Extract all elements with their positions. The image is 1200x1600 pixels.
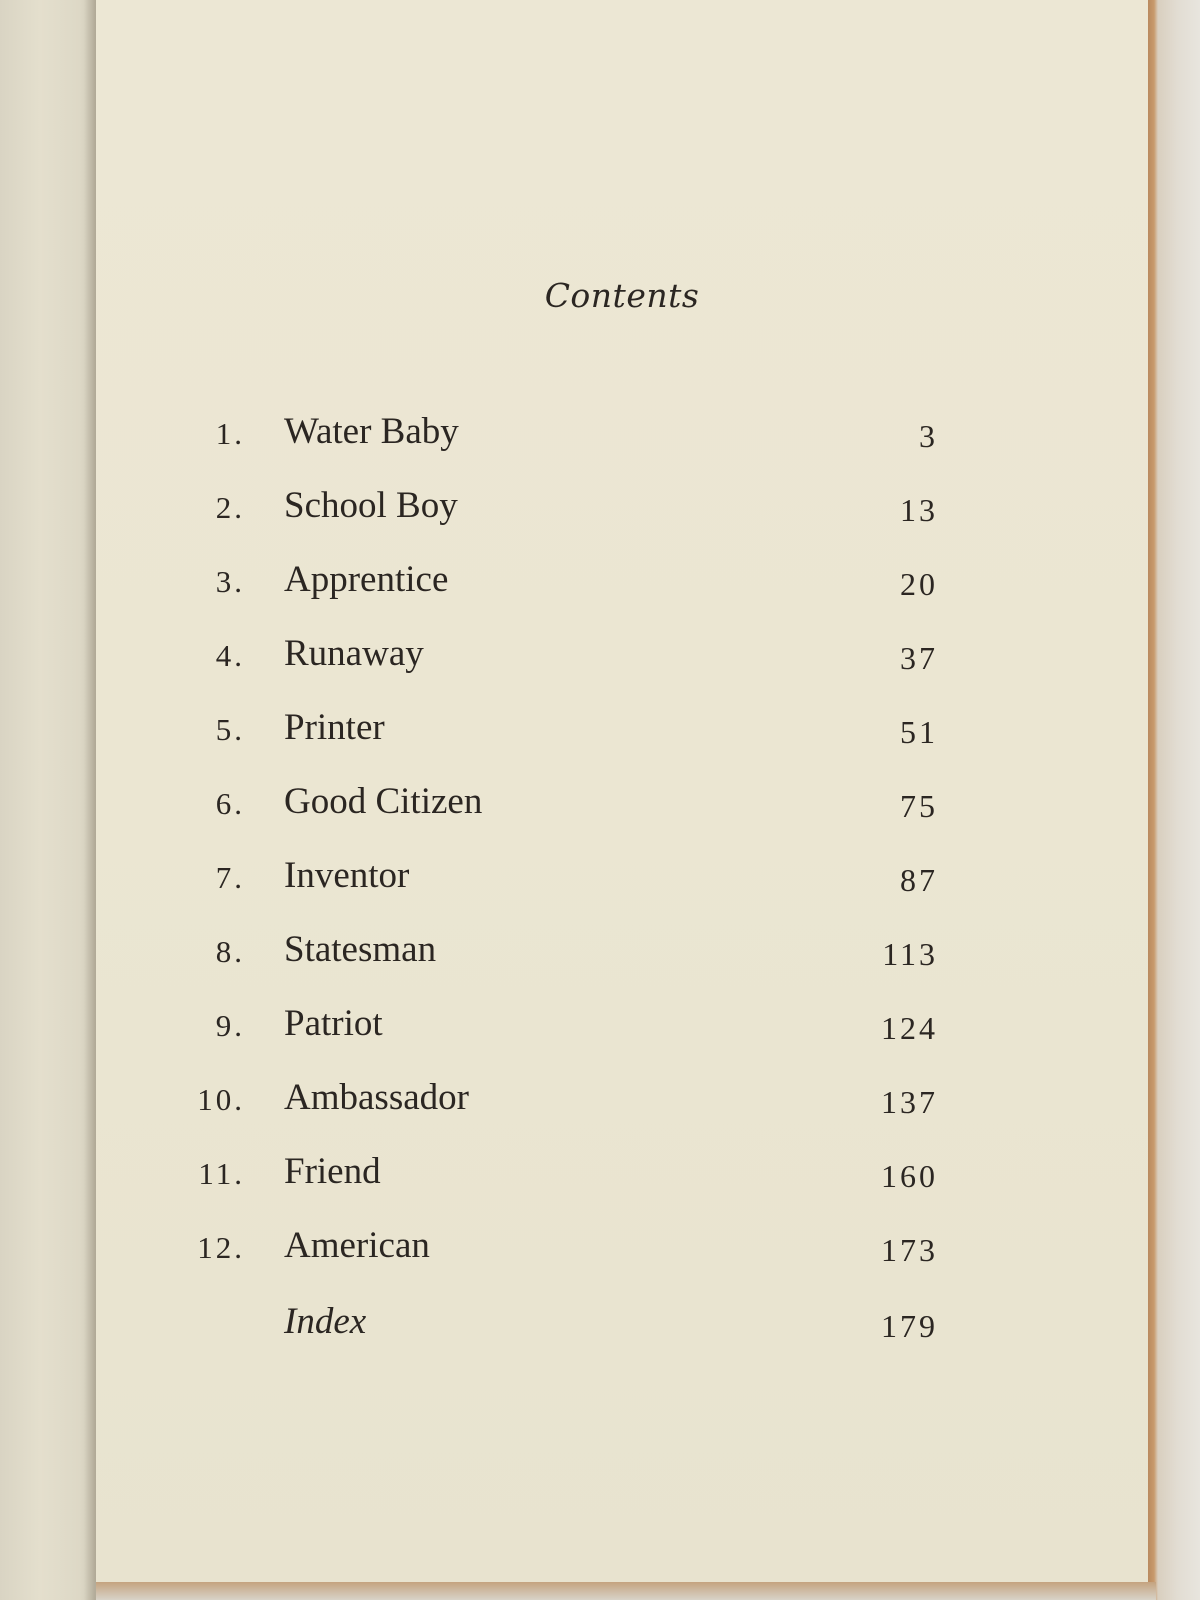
- chapter-page: 37: [900, 640, 938, 676]
- chapter-page: 75: [900, 788, 938, 824]
- chapter-page: 124: [881, 1010, 938, 1046]
- chapter-number: 1.: [215, 416, 245, 451]
- chapter-title: Good Citizen: [284, 781, 483, 822]
- chapter-page: 113: [882, 936, 938, 972]
- chapter-number: 5.: [215, 712, 245, 747]
- chapter-title: Water Baby: [284, 411, 459, 452]
- toc-entry-10: [0, 1076, 1200, 1136]
- chapter-title: School Boy: [284, 485, 458, 526]
- chapter-title: Printer: [284, 707, 385, 748]
- toc-entry-4: [0, 632, 1200, 692]
- chapter-title: Inventor: [284, 855, 410, 896]
- chapter-number: 3.: [215, 564, 245, 599]
- toc-entry-11: [0, 1150, 1200, 1210]
- toc-entry-8: [0, 928, 1200, 988]
- chapter-title: Statesman: [284, 929, 437, 970]
- toc-entry-index: [0, 1300, 1200, 1360]
- chapter-number: 2.: [215, 490, 245, 525]
- chapter-title: Friend: [284, 1151, 381, 1192]
- chapter-title: Patriot: [284, 1003, 383, 1044]
- index-title: Index: [284, 1301, 367, 1342]
- chapter-number: 7.: [215, 860, 245, 895]
- chapter-number: 4.: [215, 638, 245, 673]
- chapter-title: Runaway: [284, 633, 424, 674]
- chapter-number: 10.: [197, 1082, 245, 1117]
- chapter-title: Apprentice: [284, 559, 449, 600]
- toc-entry-2: [0, 484, 1200, 544]
- chapter-title: Ambassador: [284, 1077, 469, 1118]
- chapter-page: 51: [900, 714, 938, 750]
- toc-entry-1: [0, 410, 1200, 470]
- chapter-page: 3: [919, 418, 938, 454]
- chapter-page: 137: [881, 1084, 938, 1120]
- chapter-number: 11.: [198, 1156, 245, 1191]
- index-page: 179: [881, 1308, 938, 1344]
- chapter-page: 87: [900, 862, 938, 898]
- toc-entry-6: [0, 780, 1200, 840]
- chapter-page: 20: [900, 566, 938, 602]
- chapter-page: 173: [881, 1232, 938, 1268]
- chapter-number: 8.: [215, 934, 245, 969]
- chapter-number: 9.: [215, 1008, 245, 1043]
- toc-entry-7: [0, 854, 1200, 914]
- toc-entry-5: [0, 706, 1200, 766]
- chapter-page: 160: [881, 1158, 938, 1194]
- page-title: Contents: [544, 276, 700, 315]
- chapter-title: American: [284, 1225, 430, 1266]
- chapter-page: 13: [900, 492, 938, 528]
- chapter-number: 6.: [215, 786, 245, 821]
- chapter-number: 12.: [197, 1230, 245, 1265]
- toc-entry-12: [0, 1224, 1200, 1284]
- toc-entry-9: [0, 1002, 1200, 1062]
- toc-entry-3: [0, 558, 1200, 618]
